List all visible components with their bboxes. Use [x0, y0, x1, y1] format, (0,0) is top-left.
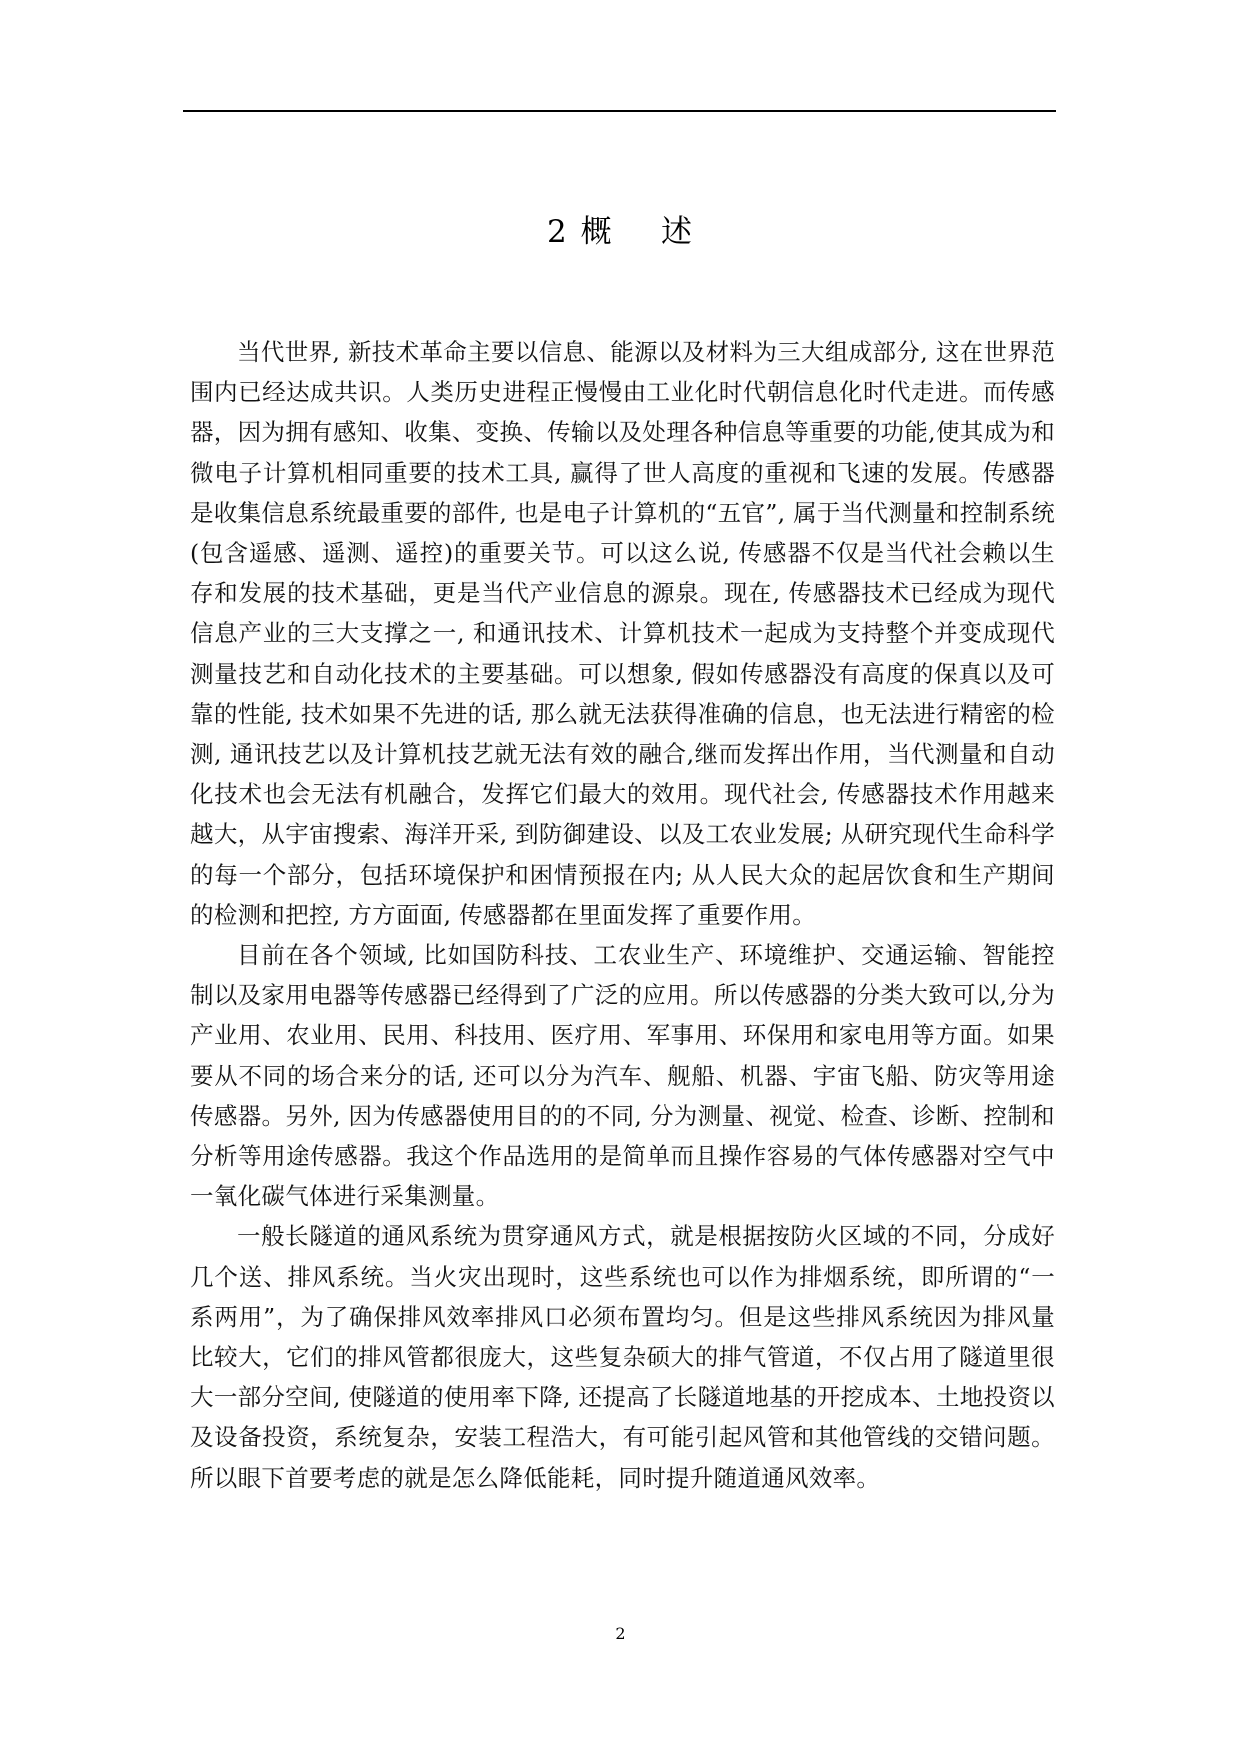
- body-text: [190, 332, 1055, 1498]
- paragraph-sensor-overview: 当代世界, 新技术革命主要以信息、能源以及材料为三大组成部分, 这在世界范围内已经达成共识。人类历史进程正慢慢由工业化时代朝信息化时代走进。而传感器，因为拥有感知、收集、变换、传输以及处理各种信息等重要的功能,使其成为和微电子计算机相同重要的技术工具, 赢得了世人高度的重视和飞速的发展。传感器是收集信息系统最重要的部件, 也是电子计算机的“五官”, 属于当代测量和控制系统(包含遥感、遥测、遥控)的重要关节。可以这么说, 传感器不仅是当代社会赖以生存和发展的技术基础，更是当代产业信息的源泉。现在, 传感器技术已经成为现代信息产业的三大支撑之一, 和通讯技术、计算机技术一起成为支持整个并变成现代测量技艺和自动化技术的主要基础。可以想象, 假如传感器没有高度的保真以及可靠的性能, 技术如果不先进的话, 那么就无法获得准确的信息，也无法进行精密的检测, 通讯技艺以及计算机技艺就无法有效的融合,继而发挥出作用，当代测量和自动化技术也会无法有机融合，发挥它们最大的效用。现代社会, 传感器技术作用越来越大，从宇宙搜索、海洋开采, 到防御建设、以及工农业发展; 从研究现代生命科学的每一个部分，包括环境保护和困情预报在内; 从人民大众的起居饮食和生产期间的检测和把控, 方方面面, 传感器都在里面发挥了重要作用。: [190, 338, 1055, 929]
- header-rule: [183, 110, 1056, 112]
- page-number: 2: [615, 1624, 626, 1643]
- chapter-title: 2 概 述: [547, 214, 694, 250]
- paragraph-sensor-applications: 目前在各个领域, 比如国防科技、工农业生产、环境维护、交通运输、智能控制以及家用电器等传感器已经得到了广泛的应用。所以传感器的分类大致可以,分为产业用、农业用、民用、科技用、医疗用、军事用、环保用和家电用等方面。如果要从不同的场合来分的话, 还可以分为汽车、舰船、机器、宇宙飞船、防灾等用途传感器。另外, 因为传感器使用目的的不同, 分为测量、视觉、检查、诊断、控制和分析等用途传感器。我这个作品选用的是简单而且操作容易的气体传感器对空气中一氧化碳气体进行采集测量。: [190, 941, 1055, 1211]
- paragraph-tunnel-ventilation: 一般长隧道的通风系统为贯穿通风方式，就是根据按防火区域的不同，分成好几个送、排风系统。当火灾出现时，这些系统也可以作为排烟系统，即所谓的“一系两用”，为了确保排风效率排风口必须布置均匀。但是这些排风系统因为排风量比较大，它们的排风管都很庞大，这些复杂硕大的排气管道，不仅占用了隧道里很大一部分空间, 使隧道的使用率下降, 还提高了长隧道地基的开挖成本、土地投资以及设备投资，系统复杂，安装工程浩大，有可能引起风管和其他管线的交错问题。所以眼下首要考虑的就是怎么降低能耗，同时提升随道通风效率。: [190, 1222, 1055, 1492]
